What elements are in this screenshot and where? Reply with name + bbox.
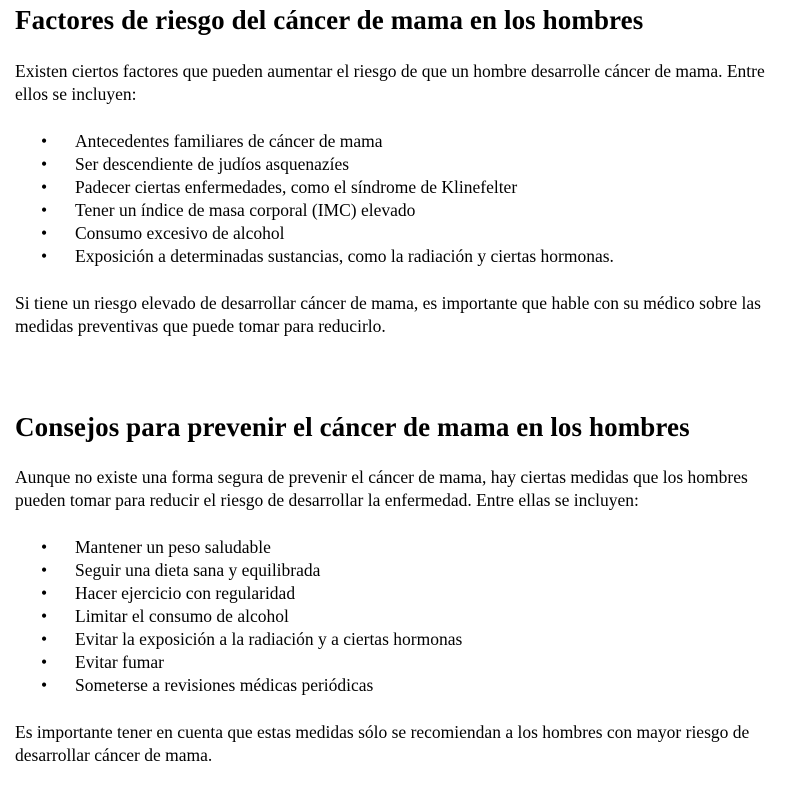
list-item-text: Consumo excesivo de alcohol [75,223,285,243]
prevention-list [15,536,793,697]
list-item [15,130,793,153]
risk-factors-section [15,0,793,338]
bullet-icon: • [41,200,48,220]
risk-factors-closing: Si tiene un riesgo elevado de desarrollar cáncer de mama, es importante que hable con su médico sobre las medidas preventivas que puede tomar para reducirlo. [15,293,761,336]
bullet-icon: • [41,154,48,174]
bullet-icon: • [41,629,48,649]
prevention-heading: Consejos para prevenir el cáncer de mama en los hombres [15,412,690,442]
risk-factors-heading: Factores de riesgo del cáncer de mama en los hombres [15,5,644,35]
list-item-text: Padecer ciertas enfermedades, como el síndrome de Klinefelter [75,177,518,197]
list-item-text: Evitar fumar [75,652,164,672]
list-item [15,582,793,605]
list-item [15,222,793,245]
prevention-closing: Es importante tener en cuenta que estas medidas sólo se recomiendan a los hombres con mayor riesgo de desarrollar cáncer de mama. [15,722,750,765]
bullet-icon: • [41,606,48,626]
list-item-text: Tener un índice de masa corporal (IMC) elevado [75,200,416,220]
bullet-icon: • [41,537,48,557]
bullet-icon: • [41,652,48,672]
list-item [15,536,793,559]
list-item-text: Seguir una dieta sana y equilibrada [75,560,321,580]
list-item [15,674,793,697]
bullet-icon: • [41,177,48,197]
list-item-text: Ser descendiente de judíos asquenazíes [75,154,350,174]
list-item [15,605,793,628]
list-item [15,199,793,222]
list-item [15,176,793,199]
list-item [15,245,793,268]
bullet-icon: • [41,246,48,266]
list-item-text: Antecedentes familiares de cáncer de mama [75,131,383,151]
prevention-intro: Aunque no existe una forma segura de prevenir el cáncer de mama, hay ciertas medidas que los hombres pueden tomar para reducir el riesgo de desarrollar la enfermedad. Entre ellas se incluyen: [15,467,748,510]
list-item-text: Hacer ejercicio con regularidad [75,583,296,603]
bullet-icon: • [41,583,48,603]
bullet-icon: • [41,560,48,580]
prevention-section [15,411,793,767]
risk-factors-list [15,130,793,268]
list-item-text: Evitar la exposición a la radiación y a ciertas hormonas [75,629,463,649]
list-item [15,559,793,582]
bullet-icon: • [41,675,48,695]
list-item-text: Mantener un peso saludable [75,537,271,557]
bullet-icon: • [41,223,48,243]
list-item-text: Exposición a determinadas sustancias, como la radiación y ciertas hormonas. [75,246,614,266]
list-item [15,628,793,651]
list-item-text: Limitar el consumo de alcohol [75,606,289,626]
risk-factors-intro: Existen ciertos factores que pueden aumentar el riesgo de que un hombre desarrolle cáncer de mama. Entre ellos se incluyen: [15,61,765,104]
list-item [15,153,793,176]
list-item [15,651,793,674]
bullet-icon: • [41,131,48,151]
list-item-text: Someterse a revisiones médicas periódicas [75,675,374,695]
